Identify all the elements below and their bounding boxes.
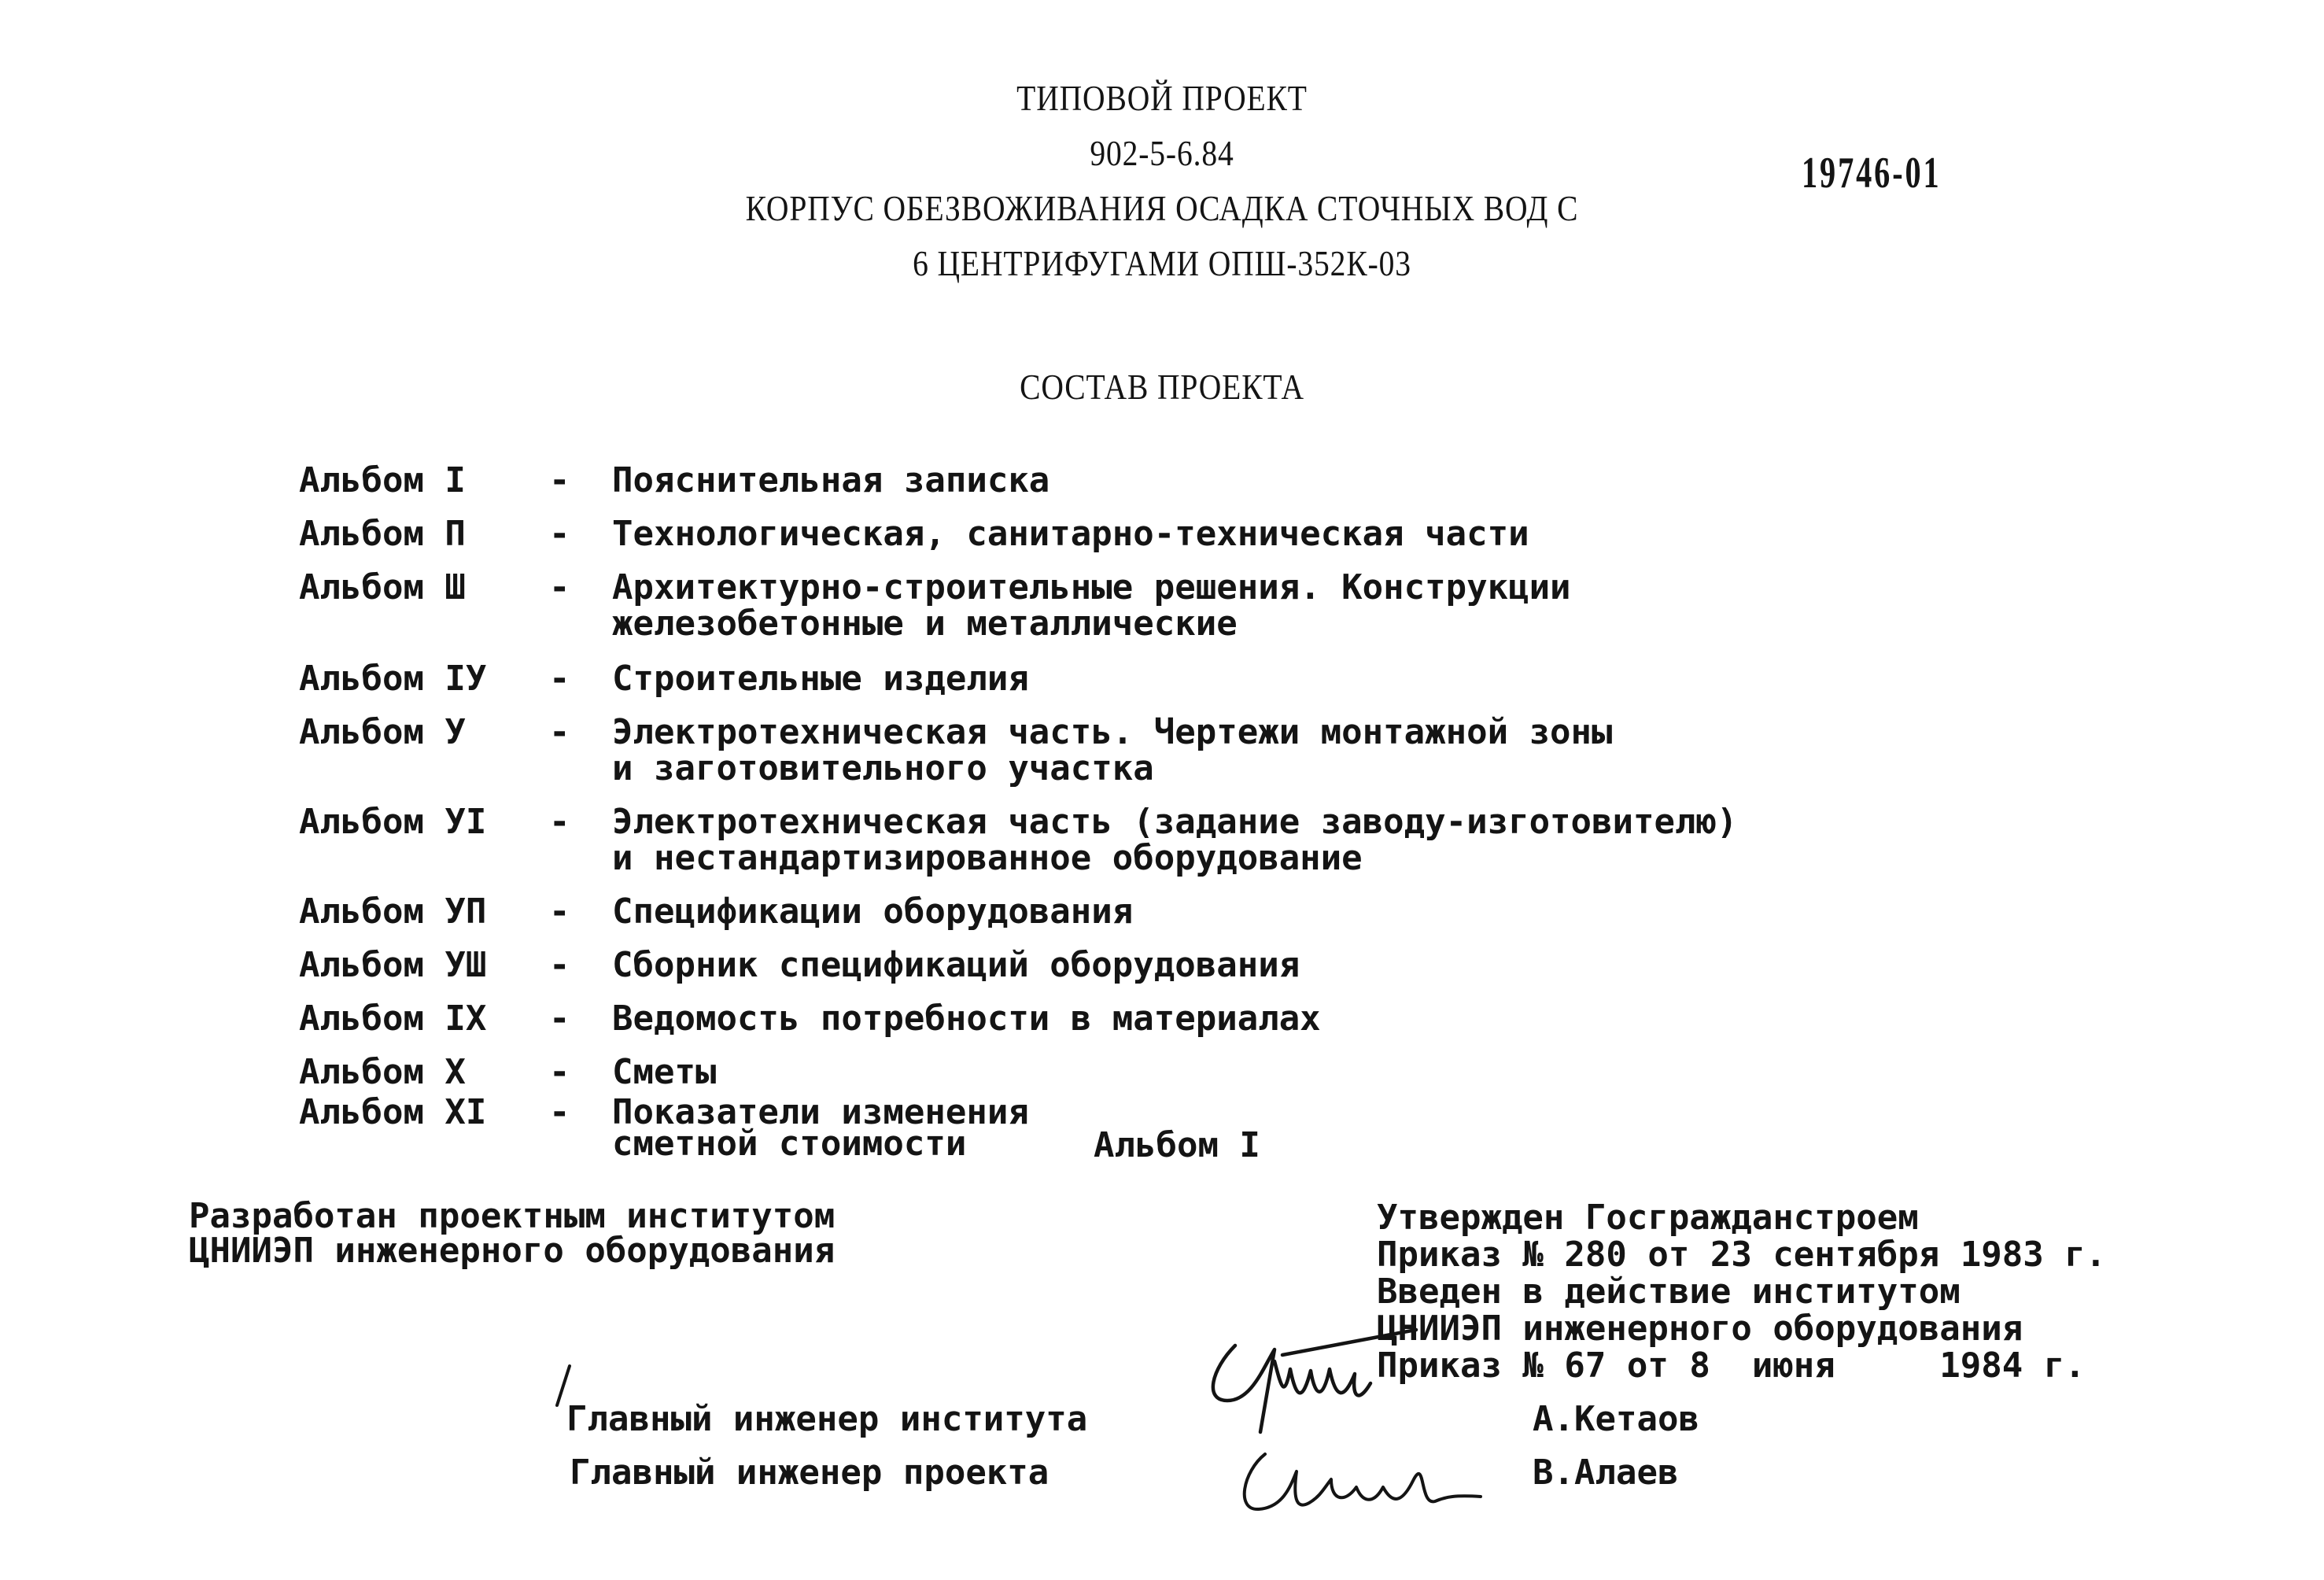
album-description: Сборник спецификаций оборудования	[612, 945, 1300, 985]
approval-block: Утвержден Госгражданстроем Приказ № 280 от 23 сентября 1983 г. Введен в действие институтом ЦНИИЭП инженерного оборудования Приказ № 67 от 8 июня 1984 г.	[1377, 1198, 2107, 1386]
album-description: Технологическая, санитарно-техническая части	[612, 514, 1529, 554]
album-description: Ведомость потребности в материалах	[612, 999, 1321, 1039]
album-label: Альбом I	[299, 460, 466, 500]
signature-name-institute: А.Кетаов	[1533, 1399, 1699, 1439]
signature-name-project: В.Алаев	[1533, 1453, 1679, 1493]
album-dash: -	[549, 712, 570, 752]
project-title-line1: КОРПУС ОБЕЗВОЖИВАНИЯ ОСАДКА СТОЧНЫХ ВОД С	[745, 188, 1579, 228]
signature-role-project: Главный инженер проекта	[570, 1453, 1049, 1493]
album-dash: -	[549, 999, 570, 1039]
album-dash: -	[549, 460, 570, 500]
developer-block: Разработан проектным институтом ЦНИИЭП инженерного оборудования	[189, 1196, 836, 1271]
album-description: Электротехническая часть. Чертежи монтажной зоны и заготовительного участка	[612, 712, 1613, 788]
album-description: Электротехническая часть (задание заводу-изготовителю) и нестандартизированное оборудование	[612, 802, 1738, 878]
album-dash: -	[549, 802, 570, 842]
album-description: Строительные изделия	[612, 659, 1029, 699]
album-label: Альбом УП	[299, 892, 487, 932]
signature-project-engineer	[1227, 1440, 1487, 1526]
document-number: 19746-01	[1802, 149, 1942, 198]
album-label: Альбом IУ	[299, 659, 487, 699]
album-dash: -	[549, 1092, 570, 1132]
album-label: Альбом Ш	[299, 567, 466, 607]
project-code: 902-5-6.84	[1090, 133, 1234, 173]
signature-role-institute: Главный инженер института	[566, 1399, 1088, 1439]
album-dash: -	[549, 945, 570, 985]
current-album-label: Альбом I	[1094, 1125, 1260, 1165]
album-label: Альбом УI	[299, 802, 487, 842]
album-dash: -	[549, 1052, 570, 1092]
album-label: Альбом П	[299, 514, 466, 554]
album-description: Спецификации оборудования	[612, 892, 1134, 932]
album-description: Пояснительная записка	[612, 460, 1050, 500]
project-type-heading: ТИПОВОЙ ПРОЕКТ	[1016, 78, 1308, 118]
album-description: Сметы	[612, 1052, 717, 1092]
project-title-line2: 6 ЦЕНТРИФУГАМИ ОПШ-352К-03	[913, 243, 1411, 283]
album-description: Показатели изменения сметной стоимости	[612, 1092, 1029, 1164]
album-dash: -	[549, 892, 570, 932]
album-label: Альбом У	[299, 712, 466, 752]
album-label: Альбом УШ	[299, 945, 487, 985]
album-description: Архитектурно-строительные решения. Конструкции железобетонные и металлические	[612, 567, 1571, 644]
section-title: СОСТАВ ПРОЕКТА	[1020, 367, 1304, 407]
album-dash: -	[549, 514, 570, 554]
album-dash: -	[549, 567, 570, 607]
album-dash: -	[549, 659, 570, 699]
album-label: Альбом XI	[299, 1092, 487, 1132]
album-label: Альбом IX	[299, 999, 487, 1039]
pen-tick-mark	[551, 1363, 574, 1410]
album-label: Альбом X	[299, 1052, 466, 1092]
